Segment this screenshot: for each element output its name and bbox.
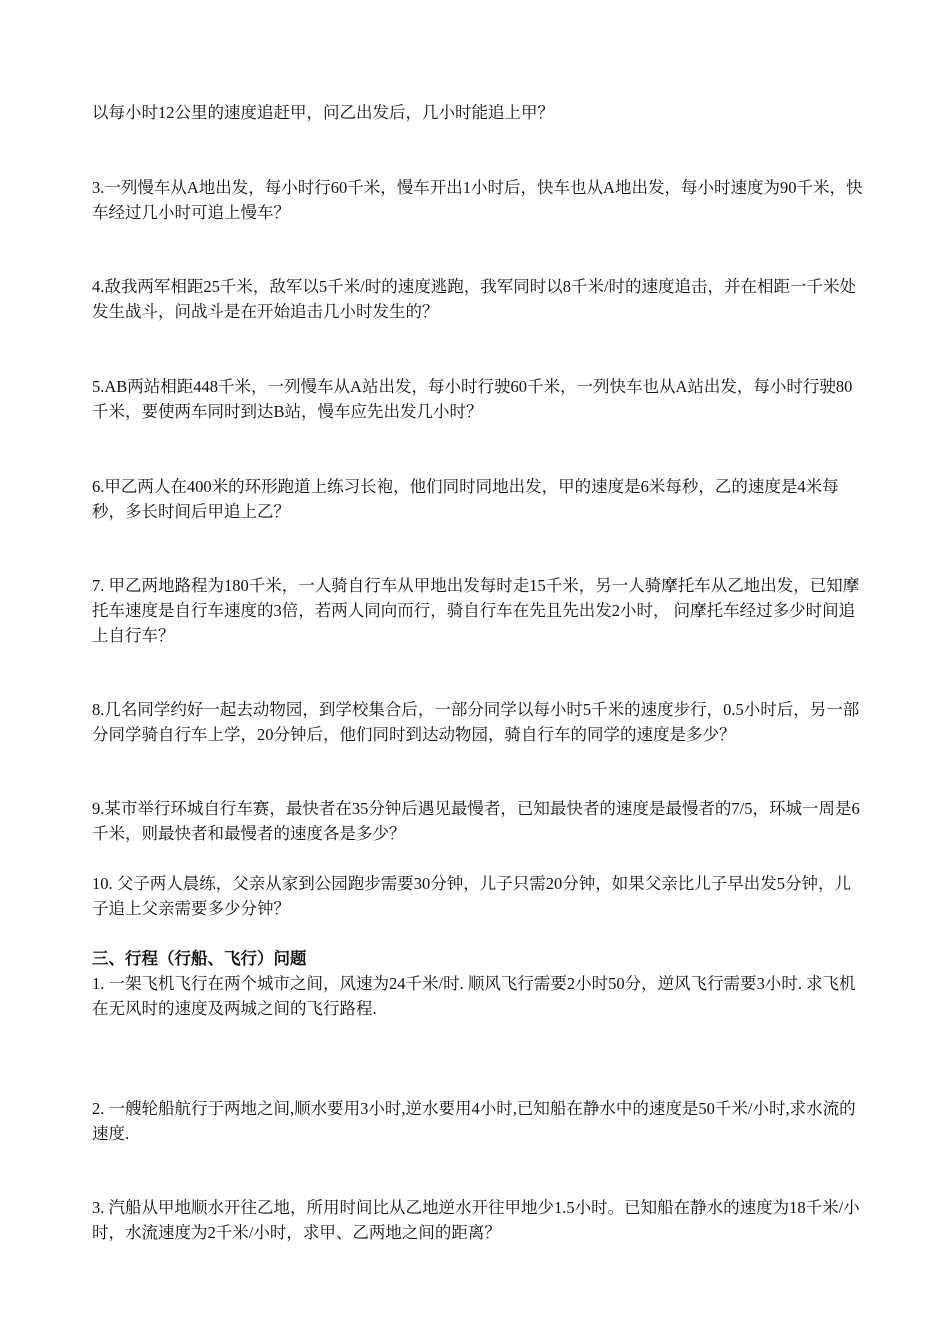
section3-problem-1: 1. 一架飞机飞行在两个城市之间，风速为24千米/时. 顺风飞行需要2小时50分，逆风飞行需要3小时. 求飞机在无风时的速度及两城之间的飞行路程. (92, 974, 856, 1018)
problem-3: 3.一列慢车从A地出发，每小时行60千米，慢车开出1小时后，快车也从A地出发，每小时速度为90千米，快车经过几小时可追上慢车？ (92, 178, 863, 222)
section-heading-3: 三、行程（行船、飞行）问题 (92, 949, 307, 968)
problem-7: 7. 甲乙两地路程为180千米，一人骑自行车从甲地出发每时走15千米，另一人骑摩托车从乙地出发，已知摩托车速度是自行车速度的3倍，若两人同向而行，骑自行车在先且先出发2小时， 问摩托车经过多少时间追上自行车？ (92, 576, 860, 645)
section3-problem-3: 3. 汽船从甲地顺水开往乙地，所用时间比从乙地逆水开往甲地少1.5小时。已知船在静水的速度为18千米/小时，水流速度为2千米/小时，求甲、乙两地之间的距离？ (92, 1198, 860, 1242)
problem-continuation: 以每小时12公里的速度追赶甲，问乙出发后，几小时能追上甲？ (92, 103, 554, 122)
problem-6: 6.甲乙两人在400米的环形跑道上练习长袍，他们同时同地出发，甲的速度是6米每秒，乙的速度是4米每秒，多长时间后甲追上乙？ (92, 477, 839, 521)
section3-problem-2: 2. 一艘轮船航行于两地之间,顺水要用3小时,逆水要用4小时,已知船在静水中的速度是50千米/小时,求水流的速度. (92, 1099, 856, 1143)
problem-4: 4.敌我两军相距25千米，敌军以5千米/时的速度逃跑，我军同时以8千米/时的速度追击，并在相距一千米处发生战斗，问战斗是在开始追击几小时发生的？ (92, 277, 857, 321)
problem-9: 9.某市举行环城自行车赛，最快者在35分钟后遇见最慢者，已知最快者的速度是最慢者的7/5，环城一周是6千米，则最快者和最慢者的速度各是多少？ (92, 799, 860, 843)
problem-5: 5.AB两站相距448千米，一列慢车从A站出发，每小时行驶60千米，一列快车也从A站出发，每小时行驶80千米，要使两车同时到达B站，慢车应先出发几小时？ (92, 377, 853, 421)
problem-10: 10. 父子两人晨练，父亲从家到公园跑步需要30分钟，儿子只需20分钟，如果父亲比儿子早出发5分钟，儿子追上父亲需要多少分钟？ (92, 874, 851, 918)
problem-8: 8.几名同学约好一起去动物园，到学校集合后，一部分同学以每小时5千米的速度步行，0.5小时后，另一部分同学骑自行车上学，20分钟后，他们同时到达动物园，骑自行车的同学的速度是多少？ (92, 700, 860, 744)
